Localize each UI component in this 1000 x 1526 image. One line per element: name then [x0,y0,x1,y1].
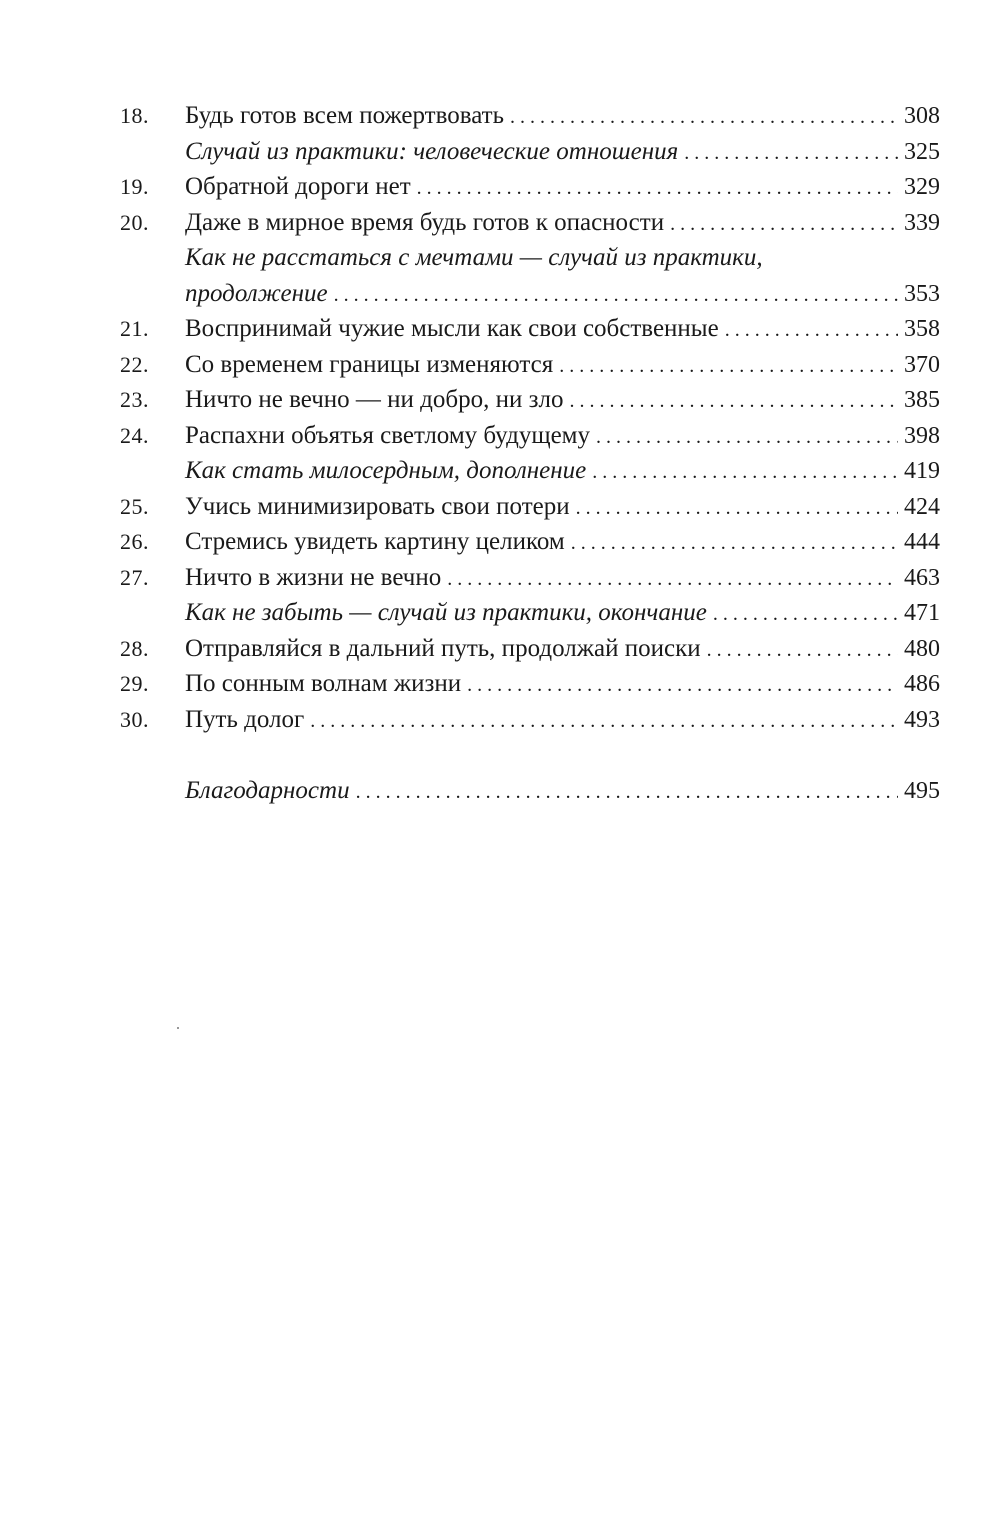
page-number: 495 [904,778,940,804]
toc-entry [0,631,1000,667]
page-number: 444 [904,529,940,555]
dot-leader [707,633,898,669]
entry-title: Даже в мирное время будь готов к опасности [185,208,665,236]
toc-entry-line [185,702,940,740]
toc-entry-line [185,347,940,385]
toc-entry [0,134,1000,170]
toc-entry [0,453,1000,489]
dot-leader [447,562,898,598]
dot-leader [596,420,898,456]
dot-leader [684,136,898,172]
entry-title: Случай из практики: человеческие отношения [185,137,679,165]
chapter-number: 27. [120,564,149,590]
toc-entry-line [185,311,940,349]
dot-leader [725,313,898,349]
toc-entry [0,98,1000,134]
entry-title: Отправляйся в дальний путь, продолжай поиски [185,634,701,662]
toc-entry [0,524,1000,560]
chapter-number: 21. [120,316,149,341]
toc-entry-line [185,453,940,491]
page-number: 424 [904,493,940,520]
chapter-number: 28. [120,635,149,661]
toc-entry-line [185,560,940,598]
dot-leader [569,384,898,420]
chapter-number: 24. [120,422,149,448]
toc-entry-line [185,98,940,136]
dot-leader [334,278,898,314]
entry-title: По сонным волнам жизни [185,670,462,697]
dot-leader [310,704,898,740]
toc-entry-line [185,240,940,276]
toc-entry [0,240,1000,276]
entry-title: Стремись увидеть картину целиком [185,528,565,555]
entry-title: Воспринимай чужие мысли как свои собственные [185,315,719,342]
toc-entry [0,276,1000,312]
page-number: 353 [904,280,940,307]
page-number: 493 [904,706,940,733]
toc-entry-line [185,418,940,456]
dot-leader [510,100,898,136]
toc-entry [0,489,1000,525]
dot-leader [713,597,898,633]
page-number: 308 [904,103,940,129]
chapter-number: 19. [120,174,149,199]
toc-entry-line [185,205,940,243]
page-number: 398 [904,422,940,449]
page-number: 339 [904,209,940,236]
page-number: 480 [904,635,940,662]
toc-entry [0,702,1000,738]
toc-entry [0,666,1000,702]
chapter-number: 20. [120,209,149,235]
page-number: 419 [904,458,940,484]
toc-entry [0,382,1000,418]
print-speck [177,1027,179,1029]
toc-entry-line [185,169,940,207]
chapter-number: 30. [120,706,149,732]
chapter-number: 18. [120,103,149,128]
entry-title: Благодарности [185,777,350,804]
toc-entry [0,595,1000,631]
entry-title: Со временем границы изменяются [185,350,554,378]
dot-leader [592,455,898,491]
toc-entry [0,347,1000,383]
table-of-contents [0,98,1000,809]
page-number: 463 [904,564,940,591]
dot-leader [417,171,898,207]
dot-leader [467,668,898,704]
dot-leader [571,526,898,562]
section-gap [0,737,1000,773]
page-number: 486 [904,671,940,697]
entry-title: Будь готов всем пожертвовать [185,102,504,129]
toc-entry-line [185,666,940,704]
chapter-number: 22. [120,351,149,377]
toc-entry [0,205,1000,241]
chapter-number: 23. [120,387,149,412]
entry-title: Как не забыть — случай из практики, окончание [185,599,707,626]
toc-entry [0,418,1000,454]
toc-entry-line [185,773,940,811]
chapter-number: 25. [120,493,149,519]
page-number: 329 [904,174,940,200]
dot-leader [576,491,898,527]
toc-entry-line [185,524,940,562]
toc-entry-line [185,489,940,527]
dot-leader [559,349,898,385]
entry-title: Ничто в жизни не вечно [185,563,442,591]
dot-leader [670,207,898,243]
toc-entry [0,560,1000,596]
page-number: 370 [904,351,940,378]
dot-leader [356,775,898,811]
toc-entry-line [185,595,940,633]
toc-entry-line [185,382,940,420]
page-number: 385 [904,387,940,413]
chapter-number: 26. [120,529,149,554]
entry-title: Как стать милосердным, дополнение [185,457,587,484]
chapter-number: 29. [120,671,149,696]
toc-entry-line [185,631,940,669]
toc-entry-line [185,134,940,172]
entry-title: Учись минимизировать свои потери [185,492,570,520]
page-number: 325 [904,138,940,165]
entry-title: Путь долог [185,705,305,733]
entry-title: Распахни объятья светлому будущему [185,421,590,449]
entry-title: продолжение [185,279,328,307]
entry-title: Обратной дороги нет [185,173,411,200]
entry-title: Ничто не вечно — ни добро, ни зло [185,386,564,413]
page-number: 471 [904,600,940,626]
entry-title: Как не расстаться с мечтами — случай из практики, [185,244,763,271]
toc-entry [0,773,1000,809]
toc-entry [0,169,1000,205]
page-number: 358 [904,316,940,342]
toc-entry-line [185,276,940,314]
toc-entry [0,311,1000,347]
